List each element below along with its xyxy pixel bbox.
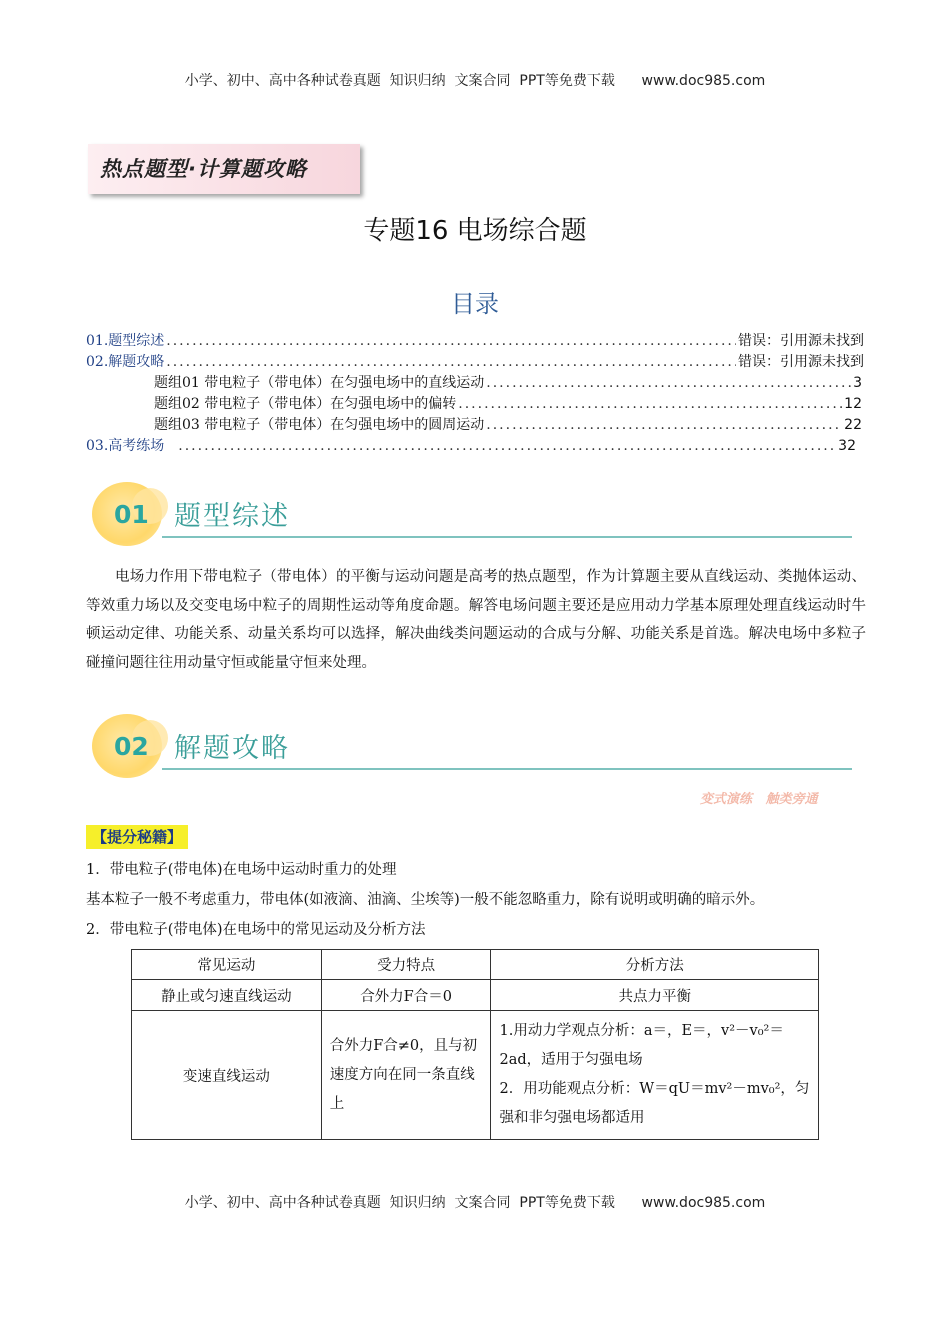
table-header-cell: 受力特点: [321, 950, 491, 980]
topic-banner: [88, 144, 360, 194]
table-cell-motion: 变速直线运动: [132, 1011, 322, 1140]
page-title: 专题16 电场综合题: [363, 216, 587, 246]
page-footer: 小学、初中、高中各种试卷真题 知识归纳 文案合同 PPT等免费下载 www.doc985.com: [184, 1195, 766, 1211]
toc-leader: [486, 373, 851, 394]
table-cell-method: 共点力平衡: [491, 980, 819, 1011]
toc-item-label: 02.解题攻略: [86, 354, 165, 370]
toc-leader: [486, 415, 842, 436]
toc-item[interactable]: [86, 373, 864, 394]
toc-item-label: 题组02 带电粒子（带电体）在匀强电场中的偏转: [154, 396, 457, 412]
motion-analysis-table: [131, 949, 819, 1140]
toc-leader: [166, 331, 736, 352]
table-header-cell: 分析方法: [491, 950, 819, 980]
section-divider: [162, 536, 852, 538]
toc-leader: [166, 352, 736, 373]
overview-text: 电场力作用下带电粒子（带电体）的平衡与运动问题是高考的热点题型，作为计算题主要从直线运动、类抛体运动、等效重力场以及交变电场中粒子的周期性运动等角度命题。解答电场问题主要还是应用动力学基本原理处理直线运动时牛顿运动定律、功能关系、动量关系均可以选择，解决曲线类问题运动的合成与分解、功能关系是首选。解决电场中多粒子碰撞问题往往用动量守恒或能量守恒来处理。: [86, 569, 866, 671]
toc-leader: [458, 394, 842, 415]
toc-heading: 目录: [451, 290, 499, 318]
banner-text: 热点题型·计算题攻略: [100, 157, 307, 181]
section-number: 01: [114, 500, 149, 529]
table-cell-method: [491, 1011, 819, 1140]
toc-item-page: 错误：引用源未找到: [738, 333, 864, 349]
point-2-title: 2．带电粒子(带电体)在电场中的常见运动及分析方法: [86, 922, 426, 938]
toc-item[interactable]: [86, 394, 864, 415]
tip-label: 【提分秘籍】: [86, 825, 188, 849]
toc-item[interactable]: [86, 436, 864, 457]
section-tagline: 变式演练 触类旁通: [700, 792, 818, 807]
table-of-contents: [86, 331, 864, 457]
toc-item-page: 32: [838, 438, 856, 454]
table-row: [132, 1011, 819, 1140]
toc-item[interactable]: [86, 352, 864, 373]
toc-item-label: 01.题型综述: [86, 333, 165, 349]
table-cell-force: 合外力F合＝0: [321, 980, 491, 1011]
section-title: 解题攻略: [174, 733, 290, 764]
toc-leader: [178, 436, 836, 457]
page-header: 小学、初中、高中各种试卷真题 知识归纳 文案合同 PPT等免费下载 www.doc985.com: [184, 73, 766, 89]
toc-item[interactable]: [86, 415, 864, 436]
point-1-body: 基本粒子一般不考虑重力，带电体(如液滴、油滴、尘埃等)一般不能忽略重力，除有说明或明确的暗示外。: [86, 892, 765, 908]
toc-item-label: 03.高考练场: [86, 438, 165, 454]
table-cell-motion: 静止或匀速直线运动: [132, 980, 322, 1011]
toc-item-label: 题组01 带电粒子（带电体）在匀强电场中的直线运动: [154, 375, 485, 391]
toc-item-page: 错误：引用源未找到: [738, 354, 864, 370]
toc-item-page: 3: [853, 375, 862, 391]
section-title: 题型综述: [174, 501, 290, 532]
table-row: [132, 980, 819, 1011]
table-cell-force: 合外力F合≠0，且与初速度方向在同一条直线上: [321, 1011, 491, 1140]
toc-item-label: 题组03 带电粒子（带电体）在匀强电场中的圆周运动: [154, 417, 485, 433]
overview-paragraph: [86, 563, 866, 677]
toc-item-page: 12: [844, 396, 862, 412]
toc-item[interactable]: [86, 331, 864, 352]
table-header-row: [132, 950, 819, 980]
method-line-dynamics: 1.用动力学观点分析：a＝，E＝，v²－v₀²＝2ad，适用于匀强电场: [499, 1023, 784, 1068]
section-number: 02: [114, 732, 149, 761]
section-header-overview: [92, 482, 852, 552]
method-line-energy: 2．用功能观点分析：W＝qU＝mv²－mv₀²，匀强和非匀强电场都适用: [499, 1081, 810, 1126]
section-header-strategy: [92, 714, 852, 784]
toc-item-page: 22: [844, 417, 862, 433]
point-1-title: 1．带电粒子(带电体)在电场中运动时重力的处理: [86, 862, 397, 878]
table-header-cell: 常见运动: [132, 950, 322, 980]
section-divider: [162, 768, 852, 770]
